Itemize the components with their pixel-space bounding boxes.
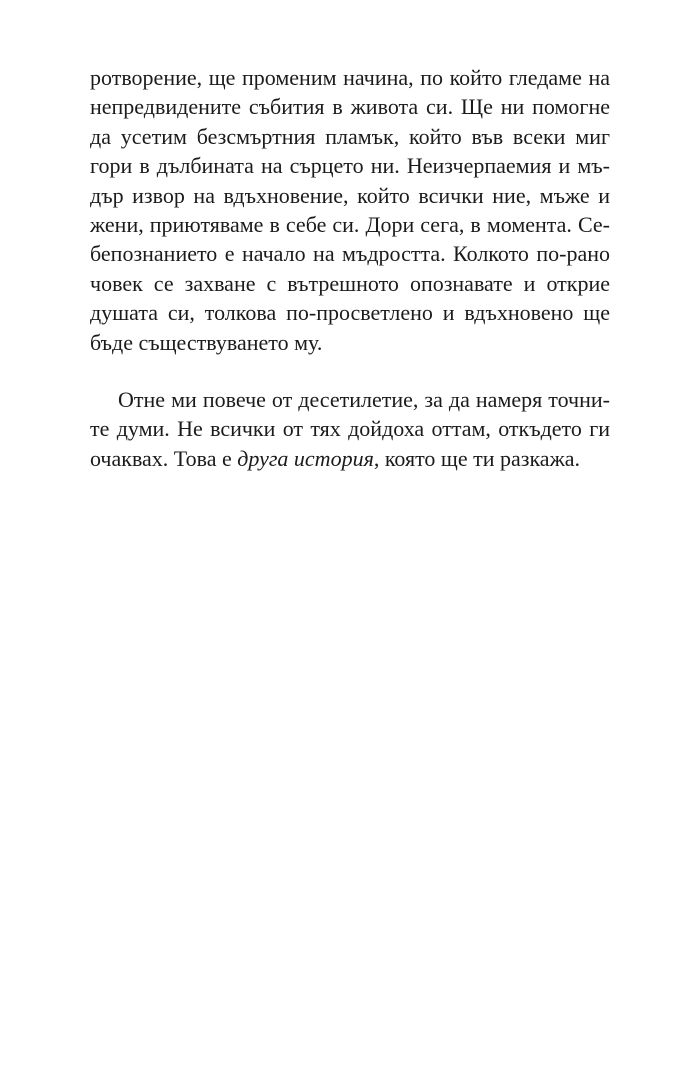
text-line: гори в дълбината на сърцето ни. Неизчерпаемия и мъ-: [90, 153, 610, 179]
text-line: непредвидените събития в живота си. Ще ни помогне: [90, 94, 610, 120]
text-line: ротворение, ще променим начина, по който гледаме на: [90, 65, 610, 90]
text-line-last: бъде съществуването му.: [90, 329, 323, 355]
paragraph-2: [90, 385, 610, 473]
italic-phrase: друга история: [237, 445, 374, 471]
text-line: душата си, толкова по-просветлено и вдъхновено ще: [90, 300, 610, 326]
text-line: дър извор на вдъхновение, който всички ние, мъже и: [90, 182, 610, 208]
text-line: жени, приютяваме в себе си. Дори сега, в момента. Се-: [90, 211, 610, 237]
paragraph-1: [90, 63, 610, 357]
text-line: бепознанието е начало на мъдростта. Колкото по-рано: [90, 241, 610, 267]
text-line: човек се захване с вътрешното опознавате и открие: [90, 270, 610, 296]
text-segment: , която ще ти разкажа.: [373, 445, 581, 471]
text-line-last: [90, 444, 610, 473]
text-segment: очаквах. Това е: [90, 445, 238, 471]
book-page: [90, 63, 610, 473]
text-line: да усетим безсмъртния пламък, който във всеки миг: [90, 123, 610, 149]
text-line: те думи. Не всички от тях дойдоха оттам, откъдето ги: [90, 416, 610, 442]
text-line-first: Отне ми повече от десетилетие, за да намеря точни-: [118, 386, 610, 412]
